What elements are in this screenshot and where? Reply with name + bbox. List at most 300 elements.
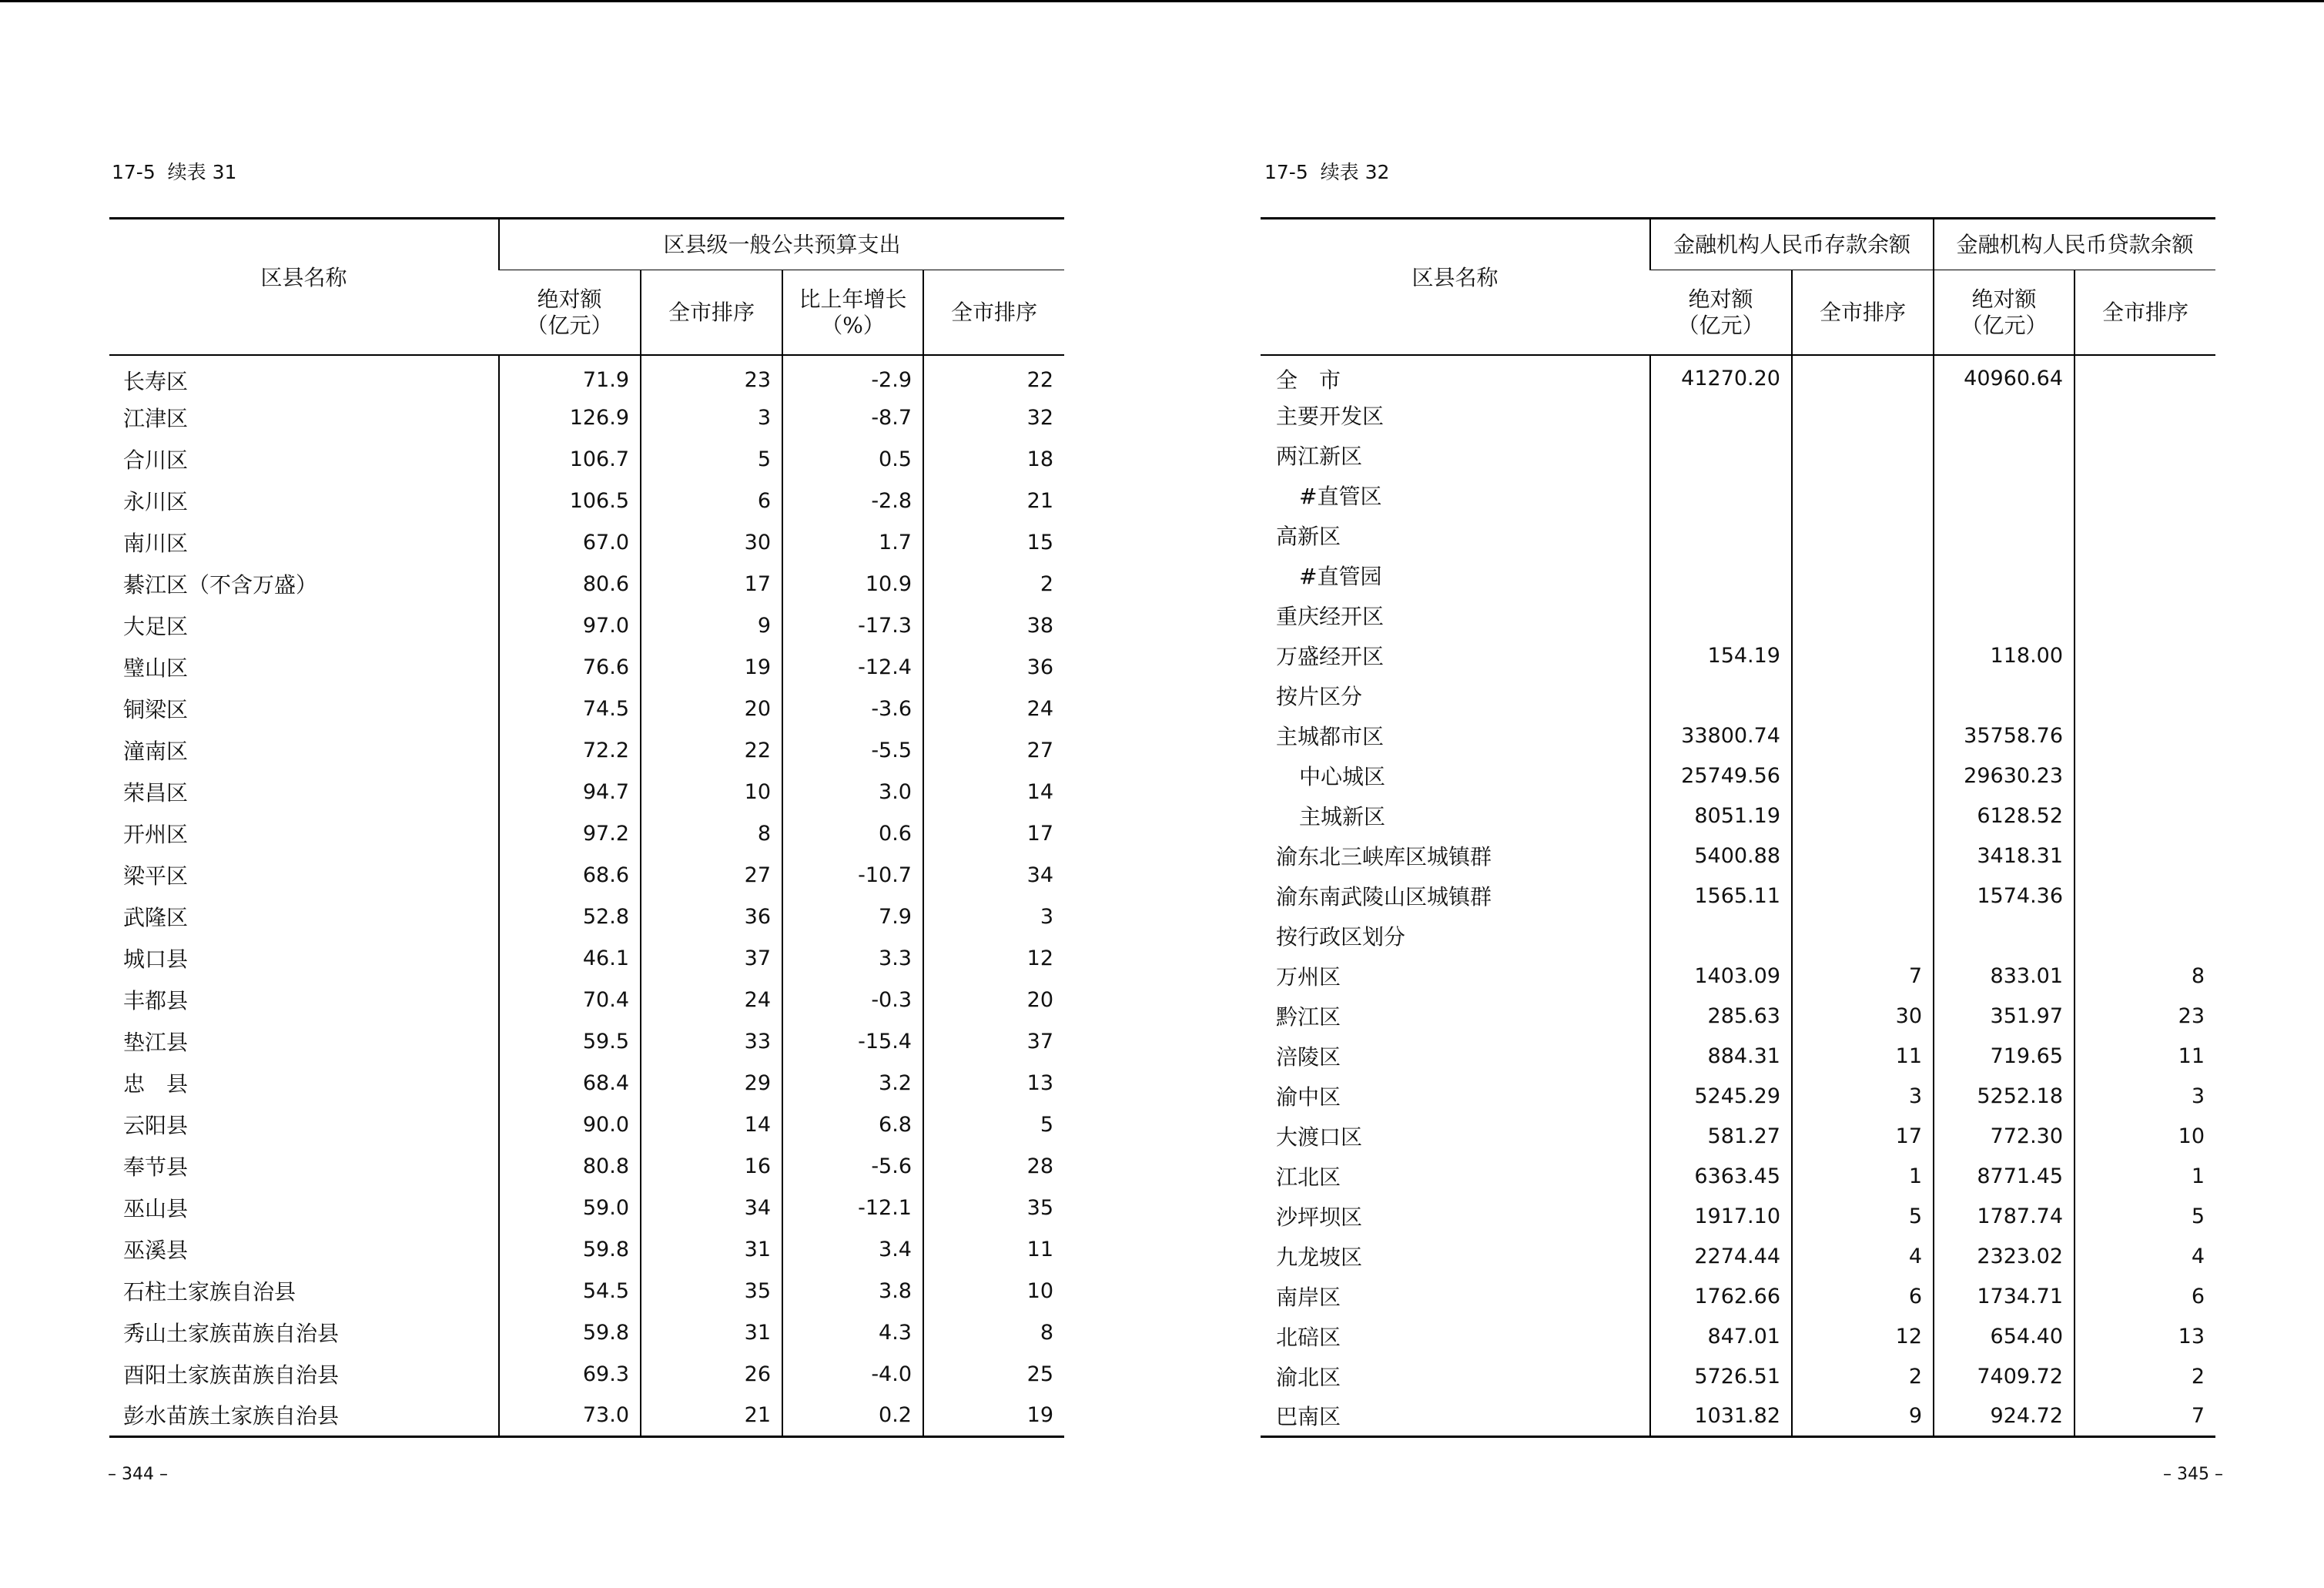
rank-cell: 22	[641, 729, 782, 771]
table-row	[109, 771, 1064, 812]
rank-cell: 17	[1792, 1116, 1934, 1156]
header-city-rank: 全市排序	[641, 270, 782, 356]
budget-expenditure-table	[109, 217, 1064, 1438]
table-row	[109, 1228, 1064, 1270]
rank-cell: 4	[1792, 1236, 1934, 1276]
rank-cell: 3	[923, 896, 1064, 937]
value-cell: 76.6	[499, 646, 641, 688]
row-name: 铜梁区	[123, 697, 189, 722]
rank-cell: 1	[2075, 1156, 2215, 1196]
table-row	[1261, 555, 2215, 595]
rank-cell: 6	[2075, 1276, 2215, 1316]
row-name: 万州区	[1276, 964, 1341, 990]
rank-cell: 14	[641, 1104, 782, 1145]
value-cell: 1734.71	[1934, 1276, 2075, 1316]
table-row	[109, 979, 1064, 1020]
value-cell	[1650, 595, 1792, 635]
value-cell: 67.0	[499, 521, 641, 563]
rank-cell	[2075, 675, 2215, 715]
value-cell	[1934, 916, 2075, 956]
value-cell: 719.65	[1934, 1036, 2075, 1076]
value-cell: 654.40	[1934, 1316, 2075, 1356]
table-row	[1261, 1076, 2215, 1116]
value-cell: 3.3	[782, 937, 923, 979]
row-name: 主要开发区	[1276, 404, 1385, 429]
rank-cell: 28	[923, 1145, 1064, 1187]
table-row	[109, 1062, 1064, 1104]
rank-cell	[2075, 635, 2215, 675]
table-row	[1261, 1276, 2215, 1316]
rank-cell: 11	[2075, 1036, 2215, 1076]
rank-cell: 17	[641, 563, 782, 605]
row-name: 北碚区	[1276, 1325, 1341, 1350]
rank-cell: 26	[641, 1353, 782, 1395]
value-cell	[1934, 555, 2075, 595]
header-budget-expenditure: 区县级一般公共预算支出	[499, 219, 1064, 270]
value-cell: 5245.29	[1650, 1076, 1792, 1116]
value-cell: 1574.36	[1934, 876, 2075, 916]
rank-cell: 2	[923, 563, 1064, 605]
table-row	[109, 729, 1064, 771]
value-cell: 1762.66	[1650, 1276, 1792, 1316]
value-cell: 46.1	[499, 937, 641, 979]
value-cell	[1934, 515, 2075, 555]
value-cell: 97.0	[499, 605, 641, 646]
rank-cell: 6	[641, 480, 782, 521]
rank-cell: 5	[1792, 1196, 1934, 1236]
table-row	[1261, 996, 2215, 1036]
value-cell: -12.4	[782, 646, 923, 688]
rank-cell	[2075, 355, 2215, 395]
row-name: 奉节县	[123, 1154, 189, 1180]
rank-cell	[1792, 475, 1934, 515]
table-row	[109, 605, 1064, 646]
table-row	[1261, 635, 2215, 675]
table-row	[109, 355, 1064, 397]
table-row	[1261, 1396, 2215, 1436]
value-cell: 3.4	[782, 1228, 923, 1270]
table-row	[1261, 675, 2215, 715]
rank-cell: 36	[641, 896, 782, 937]
rank-cell	[1792, 796, 1934, 836]
value-cell: 1031.82	[1650, 1396, 1792, 1436]
rank-cell: 3	[2075, 1076, 2215, 1116]
header-deposit-rank: 全市排序	[1792, 270, 1934, 356]
value-cell: 5252.18	[1934, 1076, 2075, 1116]
rank-cell	[1792, 675, 1934, 715]
value-cell	[1650, 675, 1792, 715]
row-name: 荣昌区	[123, 780, 189, 806]
table-row	[109, 1187, 1064, 1228]
rank-cell: 36	[923, 646, 1064, 688]
rank-cell: 5	[2075, 1196, 2215, 1236]
rank-cell: 7	[1792, 956, 1934, 996]
table-row	[1261, 715, 2215, 755]
table-row	[1261, 355, 2215, 395]
table-body	[109, 355, 1064, 1436]
value-cell: 71.9	[499, 355, 641, 397]
row-name: 沙坪坝区	[1276, 1204, 1363, 1230]
rank-cell	[1792, 715, 1934, 755]
rank-cell: 15	[923, 521, 1064, 563]
value-cell: 2274.44	[1650, 1236, 1792, 1276]
top-rule	[0, 0, 2324, 2]
value-cell: 106.7	[499, 438, 641, 480]
rank-cell: 8	[923, 1312, 1064, 1353]
row-name: 秀山土家族苗族自治县	[123, 1321, 340, 1346]
value-cell: 90.0	[499, 1104, 641, 1145]
value-cell: 6.8	[782, 1104, 923, 1145]
table-row	[109, 1353, 1064, 1395]
table-row	[109, 563, 1064, 605]
value-cell: 54.5	[499, 1270, 641, 1312]
header-loan-rank: 全市排序	[2075, 270, 2215, 356]
value-cell: 74.5	[499, 688, 641, 729]
row-name: 云阳县	[123, 1113, 189, 1138]
rank-cell: 11	[1792, 1036, 1934, 1076]
rank-cell	[2075, 836, 2215, 876]
rank-cell: 37	[641, 937, 782, 979]
value-cell: 3.0	[782, 771, 923, 812]
header-deposit-amount: 绝对额 （亿元）	[1650, 270, 1792, 356]
value-cell	[1934, 475, 2075, 515]
rank-cell	[2075, 435, 2215, 475]
value-cell: 94.7	[499, 771, 641, 812]
value-cell: 3.2	[782, 1062, 923, 1104]
row-name: 渝北区	[1276, 1365, 1341, 1390]
row-name: 合川区	[123, 447, 189, 473]
value-cell: 29630.23	[1934, 755, 2075, 796]
value-cell: 2323.02	[1934, 1236, 2075, 1276]
row-name: 主城都市区	[1276, 724, 1385, 749]
table-row	[109, 1104, 1064, 1145]
value-cell	[1650, 515, 1792, 555]
rank-cell: 2	[1792, 1356, 1934, 1396]
rank-cell: 8	[641, 812, 782, 854]
value-cell: 581.27	[1650, 1116, 1792, 1156]
value-cell: 0.5	[782, 438, 923, 480]
value-cell: 59.8	[499, 1228, 641, 1270]
row-name: 巫溪县	[123, 1238, 189, 1263]
rank-cell: 27	[923, 729, 1064, 771]
row-name: 石柱土家族自治县	[123, 1279, 296, 1305]
table-row	[1261, 796, 2215, 836]
rank-cell: 9	[641, 605, 782, 646]
rank-cell: 6	[1792, 1276, 1934, 1316]
value-cell: 1917.10	[1650, 1196, 1792, 1236]
value-cell: 1787.74	[1934, 1196, 2075, 1236]
row-name: 按行政区划分	[1276, 924, 1406, 950]
header-district-name: 区县名称	[109, 219, 499, 356]
value-cell: 1565.11	[1650, 876, 1792, 916]
rank-cell: 34	[923, 854, 1064, 896]
rank-cell: 23	[641, 355, 782, 397]
header-district-name: 区县名称	[1261, 219, 1650, 356]
rank-cell: 19	[923, 1395, 1064, 1436]
row-name: 璧山区	[123, 655, 189, 681]
value-cell: 1.7	[782, 521, 923, 563]
table-row	[1261, 1156, 2215, 1196]
row-name: 巴南区	[1276, 1404, 1341, 1430]
value-cell: 70.4	[499, 979, 641, 1020]
row-name: 永川区	[123, 489, 189, 514]
deposit-loan-table	[1261, 217, 2215, 1438]
value-cell: 6363.45	[1650, 1156, 1792, 1196]
rank-cell: 34	[641, 1187, 782, 1228]
row-name: 巫山县	[123, 1196, 189, 1221]
rank-cell	[1792, 836, 1934, 876]
rank-cell: 35	[641, 1270, 782, 1312]
value-cell: 7.9	[782, 896, 923, 937]
rank-cell: 18	[923, 438, 1064, 480]
rank-cell	[1792, 916, 1934, 956]
table-row	[1261, 916, 2215, 956]
row-name: 涪陵区	[1276, 1044, 1341, 1070]
rank-cell: 20	[923, 979, 1064, 1020]
rank-cell: 38	[923, 605, 1064, 646]
rank-cell: 25	[923, 1353, 1064, 1395]
rank-cell	[2075, 876, 2215, 916]
value-cell	[1650, 395, 1792, 435]
rank-cell: 2	[2075, 1356, 2215, 1396]
value-cell: 52.8	[499, 896, 641, 937]
table-row	[109, 937, 1064, 979]
row-name: 开州区	[123, 822, 189, 847]
rank-cell: 30	[1792, 996, 1934, 1036]
row-name: 潼南区	[123, 739, 189, 764]
table-row	[109, 688, 1064, 729]
value-cell: 59.5	[499, 1020, 641, 1062]
row-name: 南川区	[123, 531, 189, 556]
value-cell: 3.8	[782, 1270, 923, 1312]
row-name: 大渡口区	[1276, 1124, 1363, 1150]
table-row	[1261, 1356, 2215, 1396]
value-cell: -17.3	[782, 605, 923, 646]
value-cell: 5400.88	[1650, 836, 1792, 876]
row-name: 重庆经开区	[1276, 604, 1385, 629]
value-cell: 285.63	[1650, 996, 1792, 1036]
table-row	[1261, 1036, 2215, 1076]
table-row	[1261, 1316, 2215, 1356]
value-cell: 1403.09	[1650, 956, 1792, 996]
value-cell: 59.8	[499, 1312, 641, 1353]
rank-cell	[1792, 515, 1934, 555]
rank-cell	[2075, 755, 2215, 796]
value-cell	[1650, 435, 1792, 475]
table-row	[109, 1312, 1064, 1353]
table-row	[1261, 876, 2215, 916]
row-name: 忠 县	[123, 1071, 189, 1097]
table-row	[109, 1395, 1064, 1436]
page-number: – 344 –	[108, 1465, 168, 1484]
value-cell	[1650, 916, 1792, 956]
table-row	[1261, 1116, 2215, 1156]
rank-cell	[2075, 475, 2215, 515]
rank-cell	[2075, 796, 2215, 836]
value-cell: 41270.20	[1650, 355, 1792, 395]
table-caption: 17-5 续表 32	[1264, 161, 1390, 183]
rank-cell: 29	[641, 1062, 782, 1104]
rank-cell: 12	[1792, 1316, 1934, 1356]
row-name: 按片区分	[1276, 684, 1363, 709]
page-number: – 345 –	[2163, 1465, 2223, 1484]
rank-cell: 12	[923, 937, 1064, 979]
value-cell: 80.8	[499, 1145, 641, 1187]
value-cell: 126.9	[499, 397, 641, 438]
rank-cell	[1792, 876, 1934, 916]
value-cell: 4.3	[782, 1312, 923, 1353]
row-name: #直管区	[1299, 484, 1382, 509]
rank-cell	[1792, 755, 1934, 796]
row-name: 渝东北三峡库区城镇群	[1276, 844, 1492, 869]
rank-cell: 1	[1792, 1156, 1934, 1196]
row-name: 中心城区	[1299, 764, 1386, 789]
value-cell: 154.19	[1650, 635, 1792, 675]
rank-cell: 21	[641, 1395, 782, 1436]
value-cell: 40960.64	[1934, 355, 2075, 395]
value-cell: 10.9	[782, 563, 923, 605]
row-name: 梁平区	[123, 863, 189, 889]
value-cell: 72.2	[499, 729, 641, 771]
rank-cell	[2075, 515, 2215, 555]
table-row	[109, 438, 1064, 480]
value-cell: 33800.74	[1650, 715, 1792, 755]
rank-cell: 33	[641, 1020, 782, 1062]
table-row	[109, 854, 1064, 896]
rank-cell	[2075, 555, 2215, 595]
rank-cell: 5	[923, 1104, 1064, 1145]
rank-cell: 27	[641, 854, 782, 896]
value-cell: 884.31	[1650, 1036, 1792, 1076]
value-cell	[1934, 395, 2075, 435]
value-cell: 59.0	[499, 1187, 641, 1228]
rank-cell: 13	[2075, 1316, 2215, 1356]
value-cell: 106.5	[499, 480, 641, 521]
rank-cell: 13	[923, 1062, 1064, 1104]
value-cell: -8.7	[782, 397, 923, 438]
value-cell: 924.72	[1934, 1396, 2075, 1436]
rank-cell	[1792, 355, 1934, 395]
table-row	[109, 812, 1064, 854]
value-cell: 351.97	[1934, 996, 2075, 1036]
value-cell: -5.5	[782, 729, 923, 771]
row-name: 九龙坡区	[1276, 1245, 1363, 1270]
value-cell: -3.6	[782, 688, 923, 729]
rank-cell: 24	[641, 979, 782, 1020]
value-cell: -15.4	[782, 1020, 923, 1062]
value-cell: 35758.76	[1934, 715, 2075, 755]
header-deposit-balance: 金融机构人民币存款余额	[1650, 219, 1934, 270]
value-cell: -0.3	[782, 979, 923, 1020]
table-row	[109, 521, 1064, 563]
value-cell: 8771.45	[1934, 1156, 2075, 1196]
row-name: 酉阳土家族苗族自治县	[123, 1362, 340, 1388]
header-loan-amount: 绝对额 （亿元）	[1934, 270, 2075, 356]
value-cell: 3418.31	[1934, 836, 2075, 876]
value-cell	[1934, 435, 2075, 475]
table-row	[1261, 836, 2215, 876]
table-row	[109, 896, 1064, 937]
rank-cell: 21	[923, 480, 1064, 521]
value-cell: -2.9	[782, 355, 923, 397]
rank-cell: 9	[1792, 1396, 1934, 1436]
header-loan-balance: 金融机构人民币贷款余额	[1934, 219, 2215, 270]
value-cell: 772.30	[1934, 1116, 2075, 1156]
table-row	[1261, 515, 2215, 555]
header-growth-rate: 比上年增长 （%）	[782, 270, 923, 356]
rank-cell	[2075, 395, 2215, 435]
table-row	[1261, 956, 2215, 996]
rank-cell: 30	[641, 521, 782, 563]
rank-cell: 23	[2075, 996, 2215, 1036]
value-cell: 0.2	[782, 1395, 923, 1436]
rank-cell: 10	[641, 771, 782, 812]
rank-cell	[1792, 435, 1934, 475]
value-cell: 118.00	[1934, 635, 2075, 675]
row-name: 武隆区	[123, 905, 189, 930]
rank-cell	[1792, 595, 1934, 635]
row-name: 丰都县	[123, 988, 189, 1013]
row-name: #直管园	[1299, 564, 1382, 589]
row-name: 江津区	[123, 406, 189, 431]
value-cell: -4.0	[782, 1353, 923, 1395]
row-name: 高新区	[1276, 524, 1341, 549]
row-name: 万盛经开区	[1276, 644, 1385, 669]
value-cell	[1934, 675, 2075, 715]
value-cell: 6128.52	[1934, 796, 2075, 836]
rank-cell: 3	[641, 397, 782, 438]
rank-cell: 10	[2075, 1116, 2215, 1156]
value-cell: 80.6	[499, 563, 641, 605]
rank-cell	[1792, 395, 1934, 435]
row-name: 彭水苗族土家族自治县	[123, 1403, 340, 1429]
row-name: 江北区	[1276, 1164, 1341, 1190]
value-cell: -2.8	[782, 480, 923, 521]
table-row	[109, 397, 1064, 438]
rank-cell: 11	[923, 1228, 1064, 1270]
table-caption: 17-5 续表 31	[112, 161, 237, 183]
value-cell: 68.6	[499, 854, 641, 896]
rank-cell: 19	[641, 646, 782, 688]
rank-cell: 7	[2075, 1396, 2215, 1436]
row-name: 南岸区	[1276, 1285, 1341, 1310]
row-name: 主城新区	[1299, 804, 1386, 829]
value-cell	[1650, 555, 1792, 595]
value-cell: 97.2	[499, 812, 641, 854]
rank-cell	[1792, 555, 1934, 595]
rank-cell: 3	[1792, 1076, 1934, 1116]
rank-cell: 31	[641, 1228, 782, 1270]
row-name: 城口县	[123, 946, 189, 972]
rank-cell: 22	[923, 355, 1064, 397]
rank-cell: 32	[923, 397, 1064, 438]
rank-cell: 35	[923, 1187, 1064, 1228]
value-cell: 7409.72	[1934, 1356, 2075, 1396]
value-cell: 5726.51	[1650, 1356, 1792, 1396]
rank-cell: 5	[641, 438, 782, 480]
value-cell: 833.01	[1934, 956, 2075, 996]
rank-cell: 17	[923, 812, 1064, 854]
rank-cell: 16	[641, 1145, 782, 1187]
table-body	[1261, 355, 2215, 1436]
rank-cell: 10	[923, 1270, 1064, 1312]
row-name: 渝中区	[1276, 1084, 1341, 1110]
table-row	[109, 1145, 1064, 1187]
value-cell: 25749.56	[1650, 755, 1792, 796]
table-row	[109, 1020, 1064, 1062]
row-name: 长寿区	[123, 368, 189, 394]
value-cell	[1934, 595, 2075, 635]
